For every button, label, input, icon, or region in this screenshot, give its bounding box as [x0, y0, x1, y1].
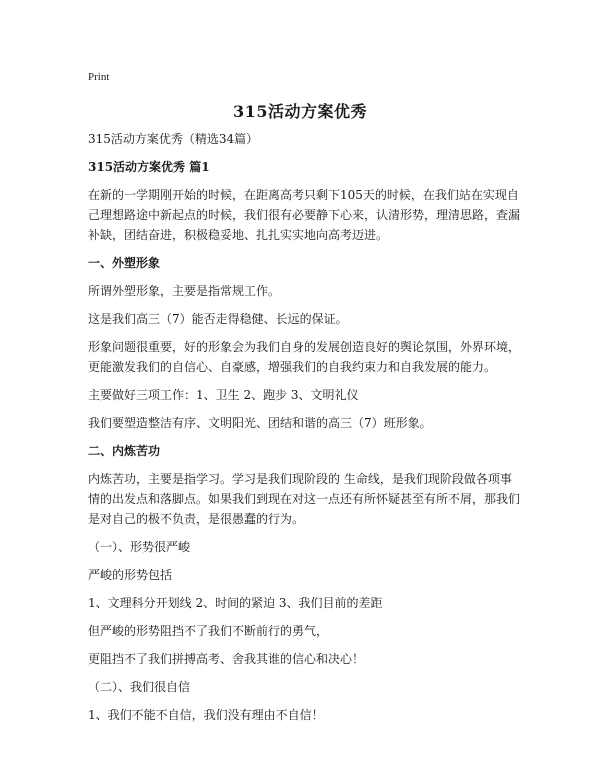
- document-body: [88, 129, 521, 733]
- subsection-title: （二）、我们很自信: [88, 680, 191, 694]
- print-label: Print: [88, 71, 110, 83]
- paragraph-line: 是对自己的极不负责，是很愚蠢的行为。: [88, 512, 305, 526]
- paragraph-line: 更能激发我们的自信心、自豪感，增强我们的自我约束力和自我发展的能力。: [88, 360, 497, 374]
- document-title: 315活动方案优秀: [233, 102, 367, 121]
- document-subtitle: 315活动方案优秀（精选34篇）: [88, 132, 259, 146]
- intro-paragraph: [88, 185, 521, 245]
- intro-line: 在新的一学期刚开始的时候，在距离高考只剩下105天的时候，在我们站在实现自: [88, 188, 519, 202]
- section-2-paragraph: [88, 469, 521, 529]
- paragraph-line: 情的出发点和落脚点。如果我们到现在对这一点还有所怀疑甚至有所不屑，那我们: [88, 492, 521, 506]
- section-2-paragraph: 1、文理科分开划线 2、时间的紧迫 3、我们目前的差距: [88, 596, 383, 610]
- section-2-paragraph: 更阻挡不了我们拼搏高考、舍我其谁的信心和决心！: [88, 652, 365, 666]
- section-1-title: 一、外塑形象: [88, 256, 161, 270]
- section-2-title: 二、内炼苦功: [88, 444, 161, 458]
- paragraph-line: 形象问题很重要，好的形象会为我们自身的发展创造良好的舆论氛围，外界环境，: [88, 340, 521, 354]
- intro-line: 补缺，团结奋进，积极稳妥地、扎扎实实地向高考迈进。: [88, 228, 389, 242]
- section-2-paragraph: 但严峻的形势阻挡不了我们不断前行的勇气，: [88, 624, 329, 638]
- section-1-paragraph: 所谓外塑形象，主要是指常规工作。: [88, 284, 281, 298]
- section-1-paragraph: 这是我们高三（7）能否走得稳健、长远的保证。: [88, 312, 348, 326]
- section-1-paragraph: 我们要塑造整洁有序、文明阳光、团结和谐的高三（7）班形象。: [88, 416, 432, 430]
- section-2-paragraph: 严峻的形势包括: [88, 568, 173, 582]
- section-1-paragraph: [88, 337, 521, 377]
- subsection-title: （一）、形势很严峻: [88, 540, 191, 554]
- paragraph-line: 内炼苦功，主要是指学习。学习是我们现阶段的 生命线，是我们现阶段做各项事: [88, 472, 512, 486]
- article-heading: 315活动方案优秀 篇1: [88, 160, 210, 174]
- intro-line: 己理想路途中新起点的时候，我们很有必要静下心来，认清形势，理清思路，查漏: [88, 208, 521, 222]
- section-1-paragraph: 主要做好三项工作：1、卫生 2、跑步 3、文明礼仪: [88, 388, 359, 402]
- section-2-paragraph: 1、我们不能不自信，我们没有理由不自信！: [88, 708, 324, 722]
